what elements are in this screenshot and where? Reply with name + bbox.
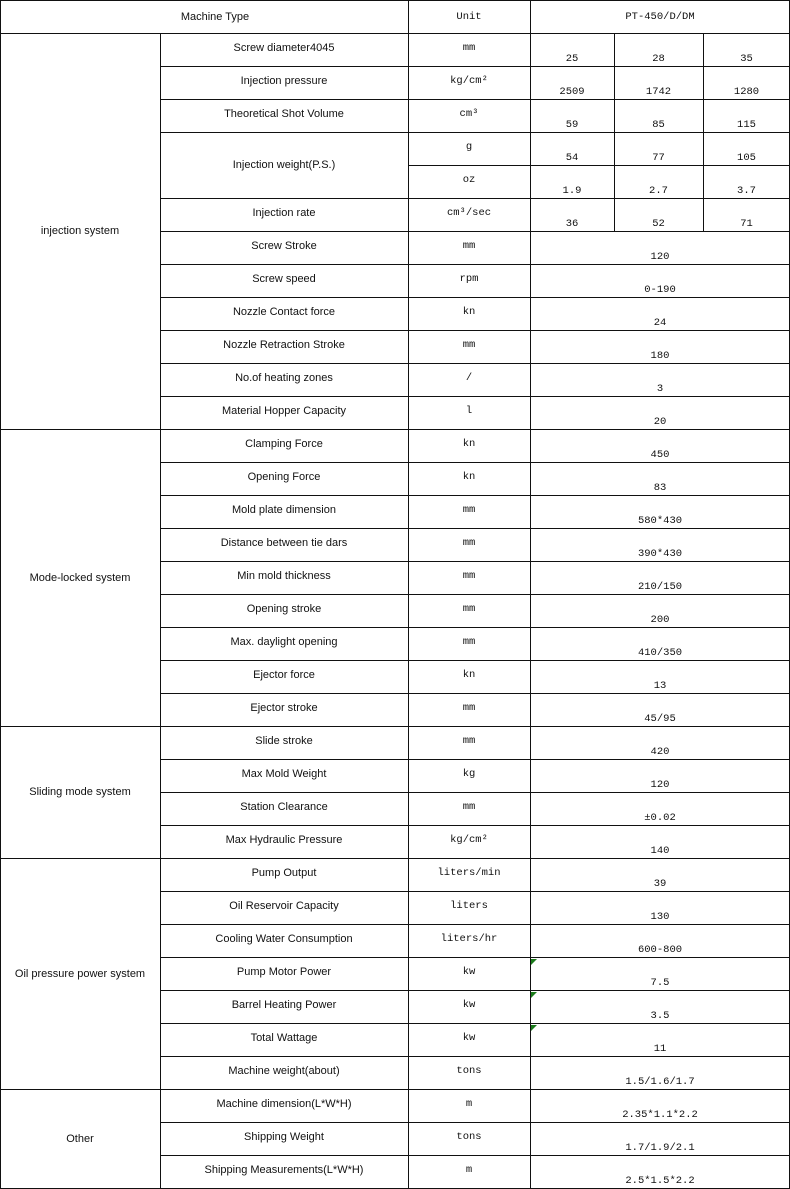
row-unit: m	[465, 1163, 473, 1176]
row-unit: mm	[462, 701, 476, 714]
row-unit: kw	[462, 998, 476, 1011]
row-value: 0-190	[644, 284, 676, 296]
row-value: 600-800	[637, 944, 683, 956]
row-value: 77	[652, 152, 665, 164]
row-unit: m	[465, 1097, 473, 1110]
row-unit: g	[465, 140, 473, 153]
row-value: 210/150	[637, 581, 683, 593]
row-value: 85	[652, 119, 665, 131]
row-unit: kn	[462, 470, 476, 483]
row-unit: mm	[462, 41, 476, 54]
row-value: 36	[565, 218, 579, 230]
row-label: Nozzle Contact force	[232, 305, 336, 318]
row-unit: liters/min	[437, 866, 501, 879]
row-value: 1742	[645, 86, 672, 98]
section-sliding-mode-system: Sliding mode system	[29, 786, 131, 798]
row-value: 1280	[733, 86, 760, 98]
row-unit: liters	[450, 899, 488, 912]
row-value: 20	[653, 416, 667, 428]
row-unit: mm	[462, 239, 476, 252]
row-value: 39	[653, 878, 667, 890]
row-value: 2.5*1.5*2.2	[625, 1175, 695, 1187]
row-label: Injection pressure	[240, 74, 328, 87]
row-value: 35	[740, 53, 753, 65]
row-label: Clamping Force	[245, 437, 323, 450]
header-unit: Unit	[456, 10, 482, 23]
row-unit: kn	[462, 668, 476, 681]
row-value: 140	[650, 845, 670, 857]
row-unit: kg/cm²	[450, 833, 488, 846]
row-value: 450	[650, 449, 670, 461]
row-value: 83	[653, 482, 667, 494]
row-unit: kg	[462, 767, 476, 780]
row-value: 3	[656, 383, 664, 395]
row-value: 3.7	[737, 185, 756, 197]
row-value: 2.35*1.1*2.2	[622, 1109, 698, 1121]
row-label: Shipping Measurements(L*W*H)	[204, 1163, 364, 1176]
row-label: Screw Stroke	[251, 239, 317, 252]
row-label: Distance between tie dars	[220, 536, 348, 549]
section-injection-system: injection system	[40, 225, 120, 237]
row-label: Min mold thickness	[237, 569, 331, 582]
row-value: 120	[650, 779, 670, 791]
row-unit: liters/hr	[440, 932, 498, 945]
row-label: Theoretical Shot Volume	[224, 107, 344, 120]
row-unit: cm³/sec	[446, 206, 492, 219]
row-value: 25	[565, 53, 579, 65]
row-unit: kg/cm²	[450, 74, 488, 87]
row-label: Machine weight(about)	[228, 1064, 340, 1077]
row-label: Injection weight(P.S.)	[232, 159, 336, 171]
row-value: 420	[650, 746, 670, 758]
row-label: Ejector force	[253, 668, 315, 681]
row-value: 390*430	[637, 548, 683, 560]
row-value: 1.5/1.6/1.7	[625, 1076, 695, 1088]
row-value: 1.9	[562, 185, 582, 197]
row-value: 105	[737, 152, 756, 164]
section-mold-locking-system: Mode-locked system	[29, 571, 131, 584]
row-value: 580*430	[637, 515, 683, 527]
row-unit: mm	[462, 569, 476, 582]
row-label: Injection rate	[252, 206, 316, 219]
row-value: 71	[740, 218, 753, 230]
row-label: Shipping Weight	[244, 1130, 324, 1143]
row-label: Max. daylight opening	[230, 635, 338, 648]
row-label: Max Hydraulic Pressure	[225, 833, 343, 846]
row-value: 28	[652, 53, 665, 65]
section-other: Other	[66, 1132, 94, 1145]
row-unit: mm	[462, 536, 476, 549]
row-label: No.of heating zones	[235, 371, 333, 384]
row-value: 11	[653, 1043, 667, 1055]
row-label: Opening stroke	[246, 602, 322, 615]
row-label: Max Mold Weight	[241, 767, 327, 780]
row-label: Slide stroke	[255, 734, 313, 747]
row-label: Station Clearance	[240, 800, 328, 813]
row-label: Pump Motor Power	[236, 965, 332, 978]
row-label: Nozzle Retraction Stroke	[223, 338, 345, 351]
row-label: Oil Reservoir Capacity	[229, 899, 339, 912]
row-label: Cooling Water Consumption	[215, 932, 353, 945]
row-unit: oz	[462, 173, 476, 186]
row-value: 45/95	[644, 713, 676, 725]
row-unit: tons	[456, 1130, 482, 1143]
row-value: 2509	[559, 86, 585, 98]
row-label: Mold plate dimension	[232, 503, 336, 516]
row-value: 1.7/1.9/2.1	[625, 1142, 695, 1154]
row-unit: rpm	[459, 272, 479, 285]
row-value: 52	[652, 218, 665, 230]
row-value: 130	[650, 911, 670, 923]
row-label: Barrel Heating Power	[231, 998, 337, 1011]
row-unit: mm	[462, 635, 476, 648]
row-value: 3.5	[650, 1010, 670, 1022]
row-value: ±0.02	[644, 812, 676, 824]
row-label: Total Wattage	[250, 1031, 318, 1044]
row-unit: kn	[462, 437, 476, 450]
row-label: Machine dimension(L*W*H)	[216, 1097, 352, 1110]
row-unit: mm	[462, 734, 476, 747]
row-label: Material Hopper Capacity	[221, 404, 347, 417]
row-unit: cm³	[459, 107, 479, 120]
row-unit: mm	[462, 800, 476, 813]
row-label: Screw diameter4045	[233, 41, 335, 54]
row-value: 180	[650, 350, 670, 362]
row-unit: kw	[462, 1031, 476, 1044]
row-unit: l	[465, 404, 473, 417]
row-value: 200	[650, 614, 670, 626]
row-value: 7.5	[650, 977, 670, 989]
row-label: Ejector stroke	[250, 701, 318, 714]
row-unit: mm	[462, 338, 476, 351]
row-label: Screw speed	[252, 272, 316, 285]
row-unit: mm	[462, 503, 476, 516]
row-unit: /	[465, 371, 473, 384]
row-unit: kn	[462, 305, 476, 318]
row-value: 120	[650, 251, 670, 263]
row-value: 410/350	[637, 647, 683, 659]
row-unit: mm	[462, 602, 476, 615]
row-label: Opening Force	[247, 470, 321, 483]
section-oil-pressure-system: Oil pressure power system	[14, 967, 146, 980]
row-unit: kw	[462, 965, 476, 978]
row-label: Pump Output	[251, 866, 317, 879]
row-unit: tons	[456, 1064, 482, 1077]
row-value: 59	[565, 119, 579, 131]
header-model: PT-450/D/DM	[625, 10, 695, 23]
header-machine-type: Machine Type	[180, 10, 250, 23]
row-value: 13	[653, 680, 667, 692]
row-value: 115	[737, 119, 756, 131]
row-value: 24	[653, 317, 667, 329]
row-value: 2.7	[649, 185, 668, 197]
row-value: 54	[565, 152, 579, 164]
